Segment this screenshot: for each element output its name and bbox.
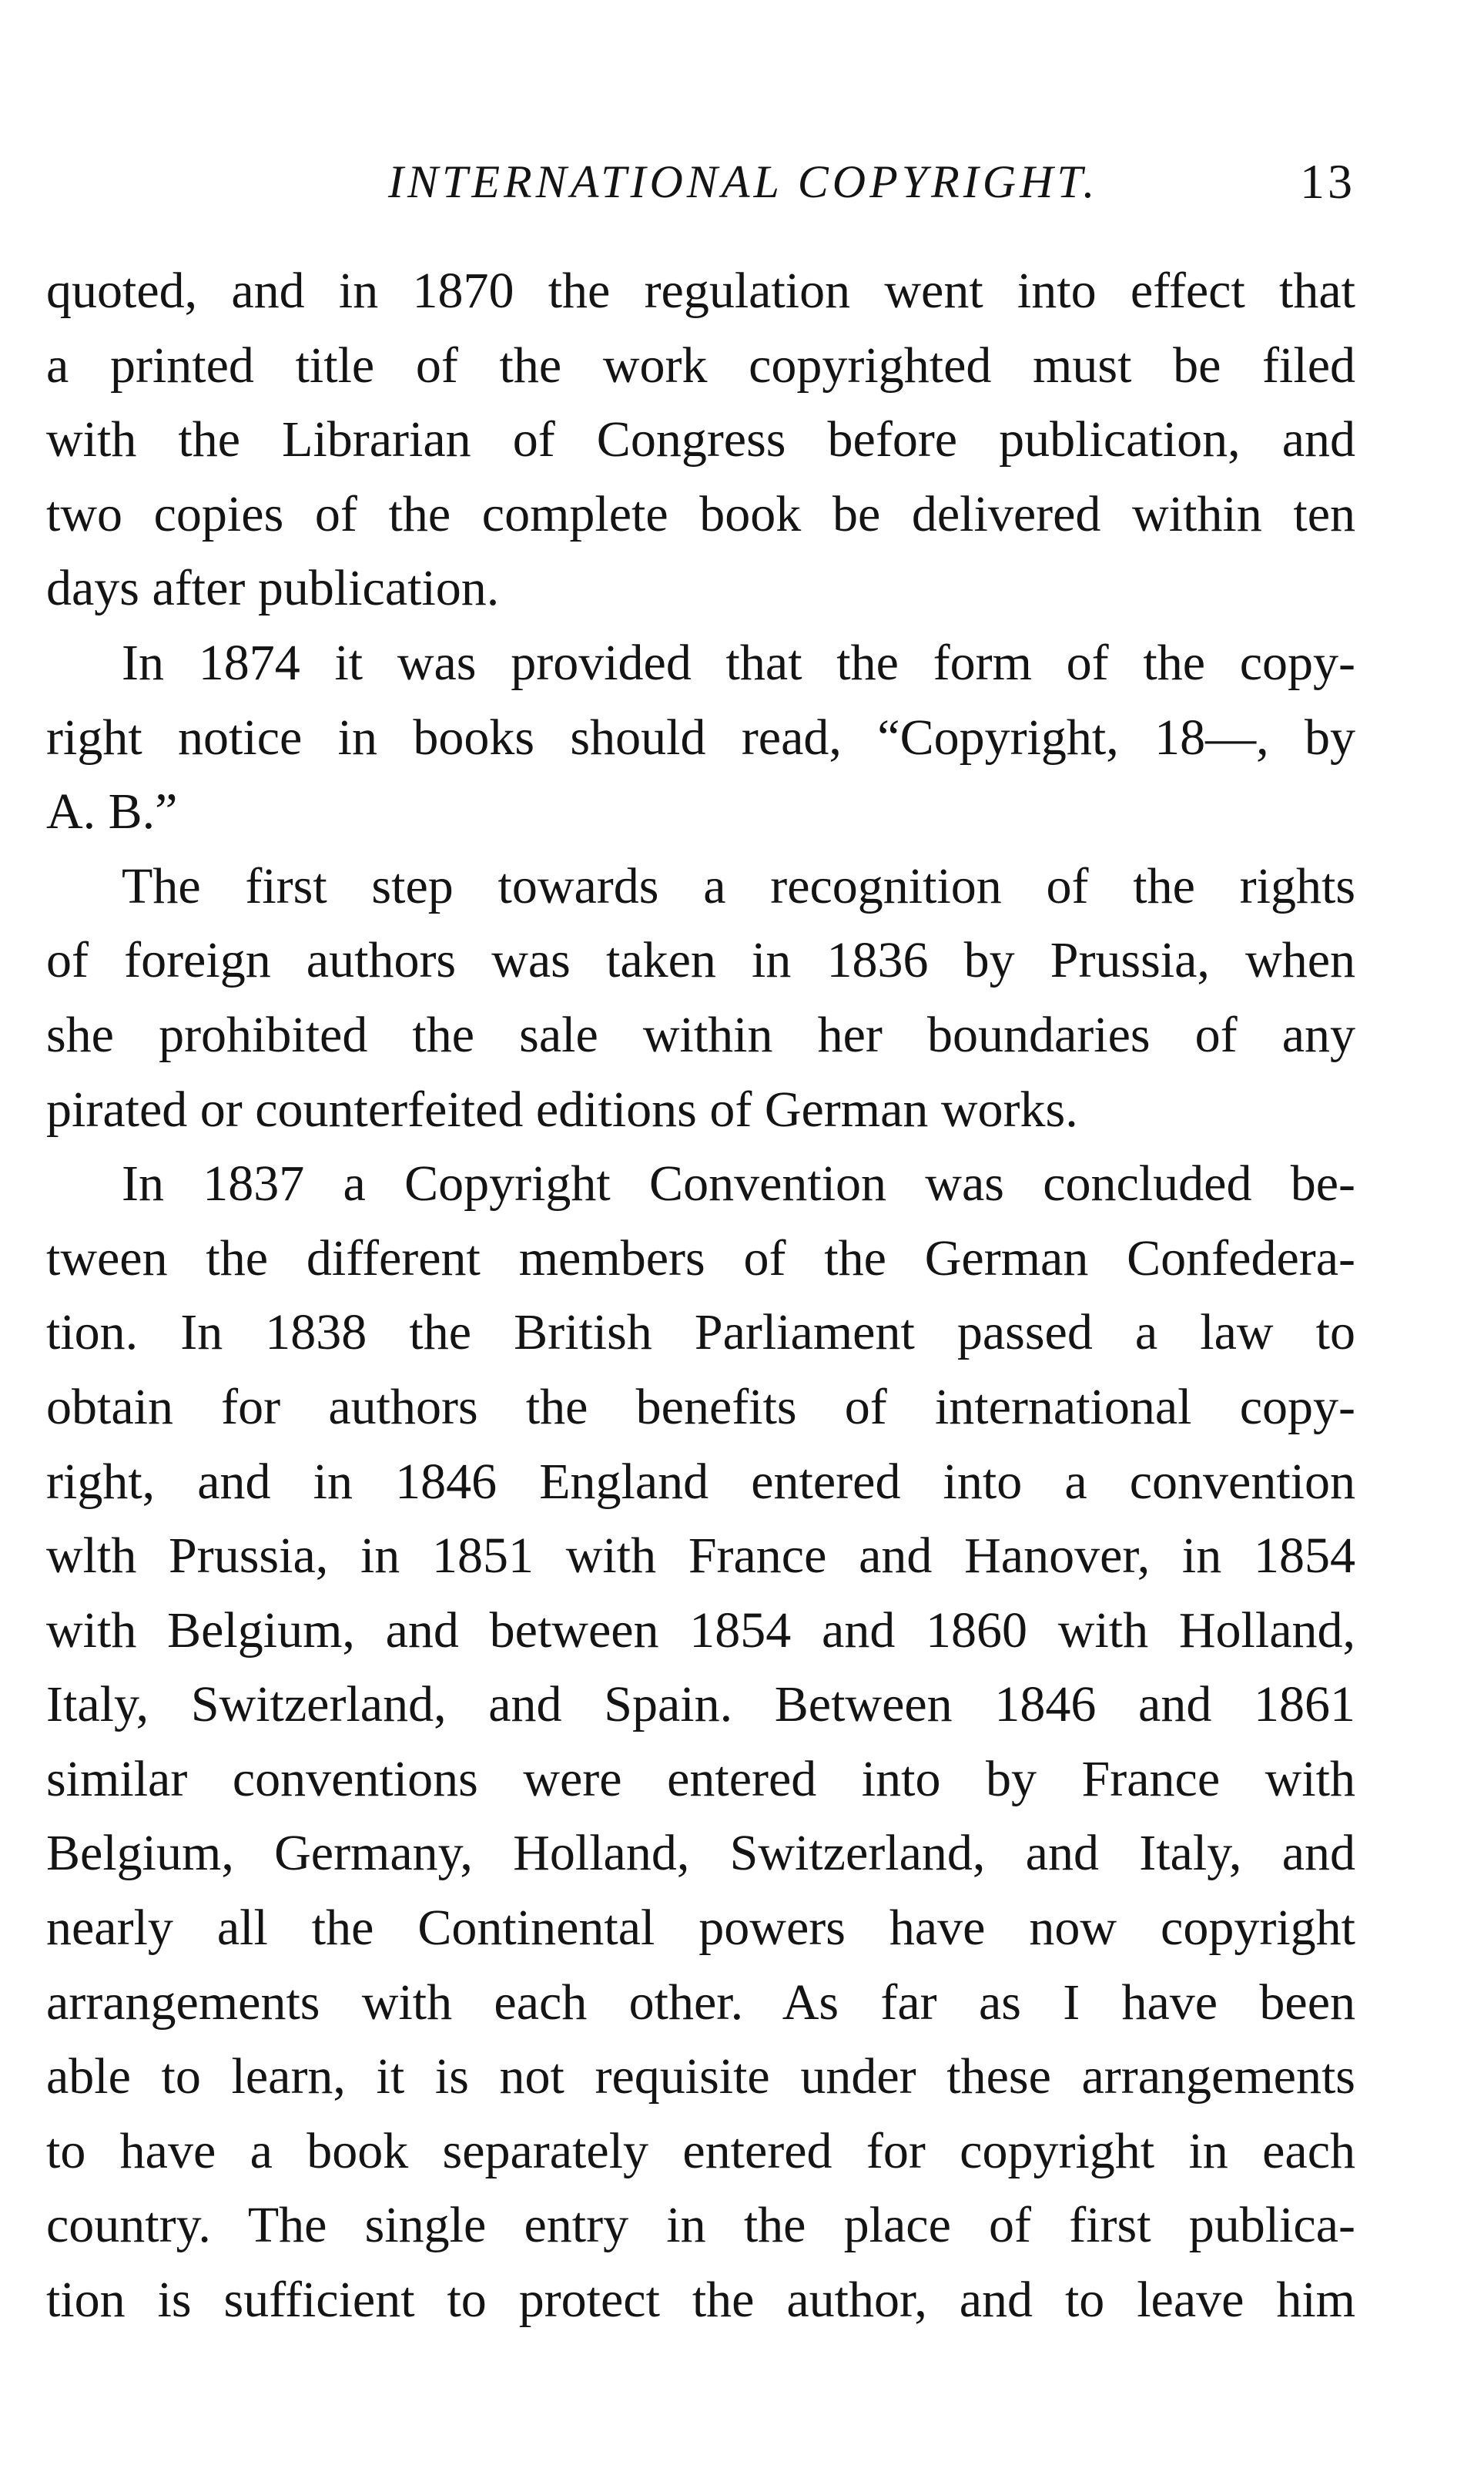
text-line: right, and in 1846 England entered into a convention bbox=[46, 1453, 1355, 1510]
text-line: tion. In 1838 the British Parliament passed a law to bbox=[46, 1304, 1355, 1361]
text-line: pirated or counterfeited editions of German works. bbox=[46, 1081, 1078, 1138]
text-line: able to learn, it is not requisite under these arrangements bbox=[46, 2048, 1355, 2105]
text-line: right notice in books should read, “Copyright, 18—, by bbox=[46, 709, 1355, 766]
text-line: obtain for authors the benefits of international copy- bbox=[46, 1378, 1355, 1435]
text-line: The first step towards a recognition of the rights bbox=[122, 857, 1355, 914]
text-line: Belgium, Germany, Holland, Switzerland, and Italy, and bbox=[46, 1825, 1355, 1882]
text-line: arrangements with each other. As far as I have been bbox=[46, 1974, 1355, 2031]
text-line: two copies of the complete book be delivered within ten bbox=[46, 485, 1355, 542]
text-line: similar conventions were entered into by France with bbox=[46, 1750, 1355, 1807]
text-line: tween the different members of the German Confedera- bbox=[46, 1229, 1355, 1286]
running-head bbox=[46, 151, 1355, 213]
text-line: a printed title of the work copyrighted must be filed bbox=[46, 337, 1355, 394]
body-text bbox=[46, 254, 1355, 2338]
text-line: with Belgium, and between 1854 and 1860 with Holland, bbox=[46, 1602, 1355, 1659]
page-number: 13 bbox=[1300, 154, 1355, 209]
text-line: with the Librarian of Congress before publication, and bbox=[46, 411, 1355, 468]
text-line: wlth Prussia, in 1851 with France and Hanover, in 1854 bbox=[46, 1528, 1355, 1585]
running-title: INTERNATIONAL COPYRIGHT. bbox=[388, 156, 1099, 207]
text-line: of foreign authors was taken in 1836 by Prussia, when bbox=[46, 932, 1355, 989]
text-line: tion is sufficient to protect the author, and to leave him bbox=[46, 2272, 1355, 2329]
text-line: In 1837 a Copyright Convention was concluded be- bbox=[122, 1155, 1355, 1212]
text-line: to have a book separately entered for copyright in each bbox=[46, 2122, 1355, 2179]
text-line: Italy, Switzerland, and Spain. Between 1846 and 1861 bbox=[46, 1676, 1355, 1733]
text-line: country. The single entry in the place of first publica- bbox=[46, 2197, 1355, 2254]
text-line: In 1874 it was provided that the form of the copy- bbox=[122, 634, 1355, 691]
text-line: A. B.” bbox=[46, 783, 178, 840]
text-line: quoted, and in 1870 the regulation went into effect that bbox=[46, 263, 1355, 319]
text-line: days after publication. bbox=[46, 560, 500, 617]
text-line: she prohibited the sale within her boundaries of any bbox=[46, 1006, 1355, 1063]
text-line: nearly all the Continental powers have now copyright bbox=[46, 1900, 1355, 1957]
